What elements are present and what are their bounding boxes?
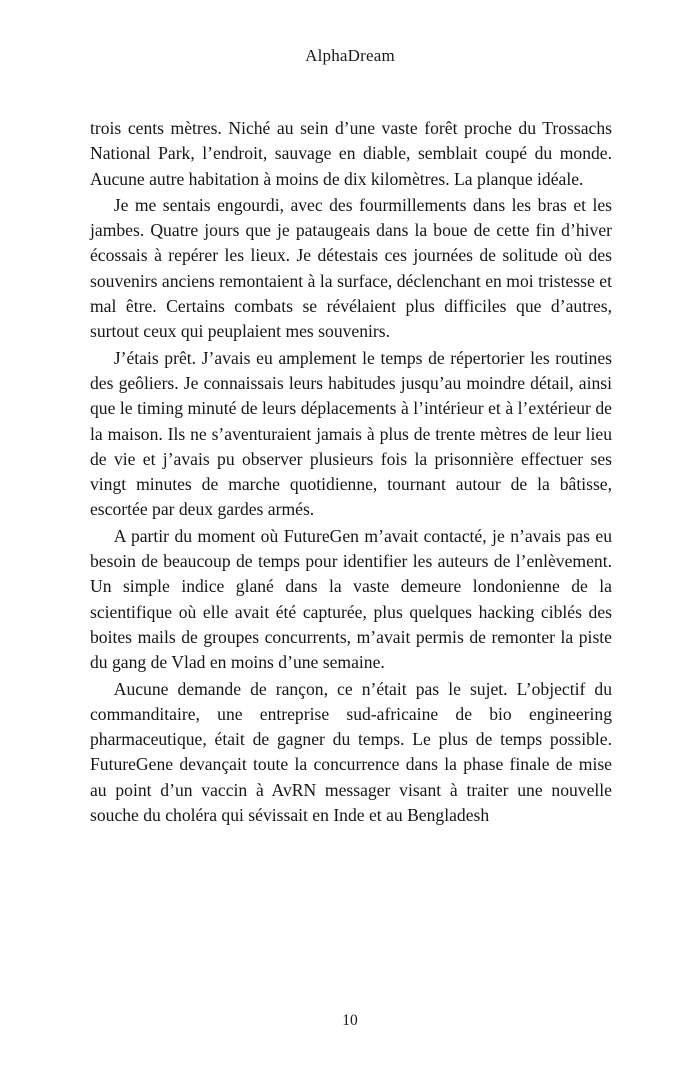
running-header-book-title: AlphaDream	[305, 46, 395, 65]
paragraph: A partir du moment où FutureGen m’avait contacté, je n’avais pas eu besoin de beaucoup de temps pour identifier les auteurs de l’enlèvement. Un simple indice glané dans la vaste demeure londonienne de la scientifique où elle avait été capturée, plus quelques hacking ciblés des boites mails de groupes concurrents, m’avait permis de remonter la piste du gang de Vlad en moins d’une semaine.	[90, 525, 612, 673]
paragraph: Aucune demande de rançon, ce n’était pas le sujet. L’objectif du commanditaire, une entreprise sud-africaine de bio engineering pharmaceutique, était de gagner du temps. Le plus de temps possible. FutureGene devançait toute la concurrence dans la phase finale de mise au point d’un vaccin à AvRN messager visant à traiter une nouvelle souche du choléra qui sévissait en Inde et au Bengladesh	[90, 678, 612, 826]
paragraph: J’étais prêt. J’avais eu amplement le temps de répertorier les routines des geôliers. Je connaissais leurs habitudes jusqu’au moindre détail, ainsi que le timing minuté de leurs déplacements à l’intérieur et à l’extérieur de la maison. Ils ne s’aventuraient jamais à plus de trente mètres de leur lieu de vie et j’avais pu observer plusieurs fois la prisonnière effectuer ses vingt minutes de marche quotidienne, tournant autour de la bâtisse, escortée par deux gardes armés.	[90, 347, 612, 520]
paragraph: Je me sentais engourdi, avec des fourmillements dans les bras et les jambes. Quatre jours que je pataugeais dans la boue de cette fin d’hiver écossais à repérer les lieux. Je détestais ces journées de solitude où des souvenirs anciens remontaient à la surface, déclenchant en moi tristesse et mal être. Certains combats se révélaient plus difficiles que d’autres, surtout ceux qui peuplaient mes souvenirs.	[90, 194, 612, 342]
page-body-text	[90, 116, 612, 829]
paragraph-continuation: trois cents mètres. Niché au sein d’une vaste forêt proche du Trossachs National Park, l’endroit, sauvage en diable, semblait coupé du monde. Aucune autre habitation à moins de dix kilomètres. La planque idéale.	[90, 118, 612, 189]
page-number: 10	[342, 1012, 358, 1029]
